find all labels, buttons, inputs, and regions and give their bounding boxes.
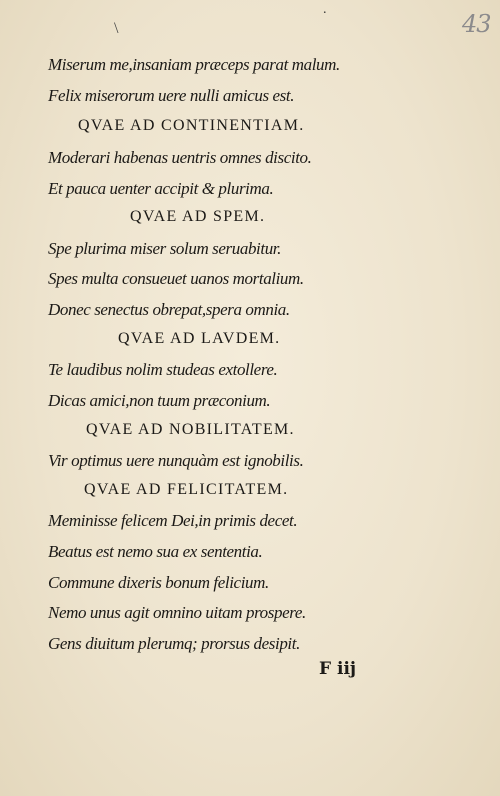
- verse-line: Commune dixeris bonum felicium.: [48, 573, 269, 592]
- verse-line: Dicas amici,non tuum præconium.: [48, 391, 271, 410]
- verse-line: Meminisse felicem Dei,in primis decet.: [48, 511, 298, 530]
- verse-line: Spe plurima miser solum seruabitur.: [48, 239, 281, 258]
- verse-line: Vir optimus uere nunquàm est ignobilis.: [48, 451, 304, 470]
- section-heading: QVAE AD FELICITATEM.: [84, 481, 289, 498]
- verse-line: Gens diuitum plerumq; prorsus desipit.: [48, 634, 300, 653]
- catchword: F iij: [319, 659, 357, 679]
- section-heading: QVAE AD LAVDEM.: [118, 330, 281, 347]
- folio-number: 43: [462, 10, 491, 38]
- section-heading: QVAE AD CONTINENTIAM.: [78, 117, 305, 134]
- verse-line: Beatus est nemo sua ex sententia.: [48, 542, 263, 561]
- verse-line: Nemo unus agit omnino uitam prospere.: [48, 603, 306, 622]
- verse-line: Miserum me,insaniam præceps parat malum.: [48, 55, 340, 74]
- section-heading: QVAE AD SPEM.: [130, 208, 266, 225]
- verse-line: Felix miserorum uere nulli amicus est.: [48, 86, 295, 105]
- verse-line: Moderari habenas uentris omnes discito.: [48, 148, 312, 167]
- verse-line: Et pauca uenter accipit & plurima.: [48, 179, 274, 198]
- section-heading: QVAE AD NOBILITATEM.: [86, 421, 295, 438]
- top-mark: \: [114, 20, 119, 37]
- verse-line: Donec senectus obrepat,spera omnia.: [48, 300, 290, 319]
- verse-line: Spes multa consueuet uanos mortalium.: [48, 269, 304, 288]
- verse-line: Te laudibus nolim studeas extollere.: [48, 360, 278, 379]
- top-dot: .: [323, 2, 327, 17]
